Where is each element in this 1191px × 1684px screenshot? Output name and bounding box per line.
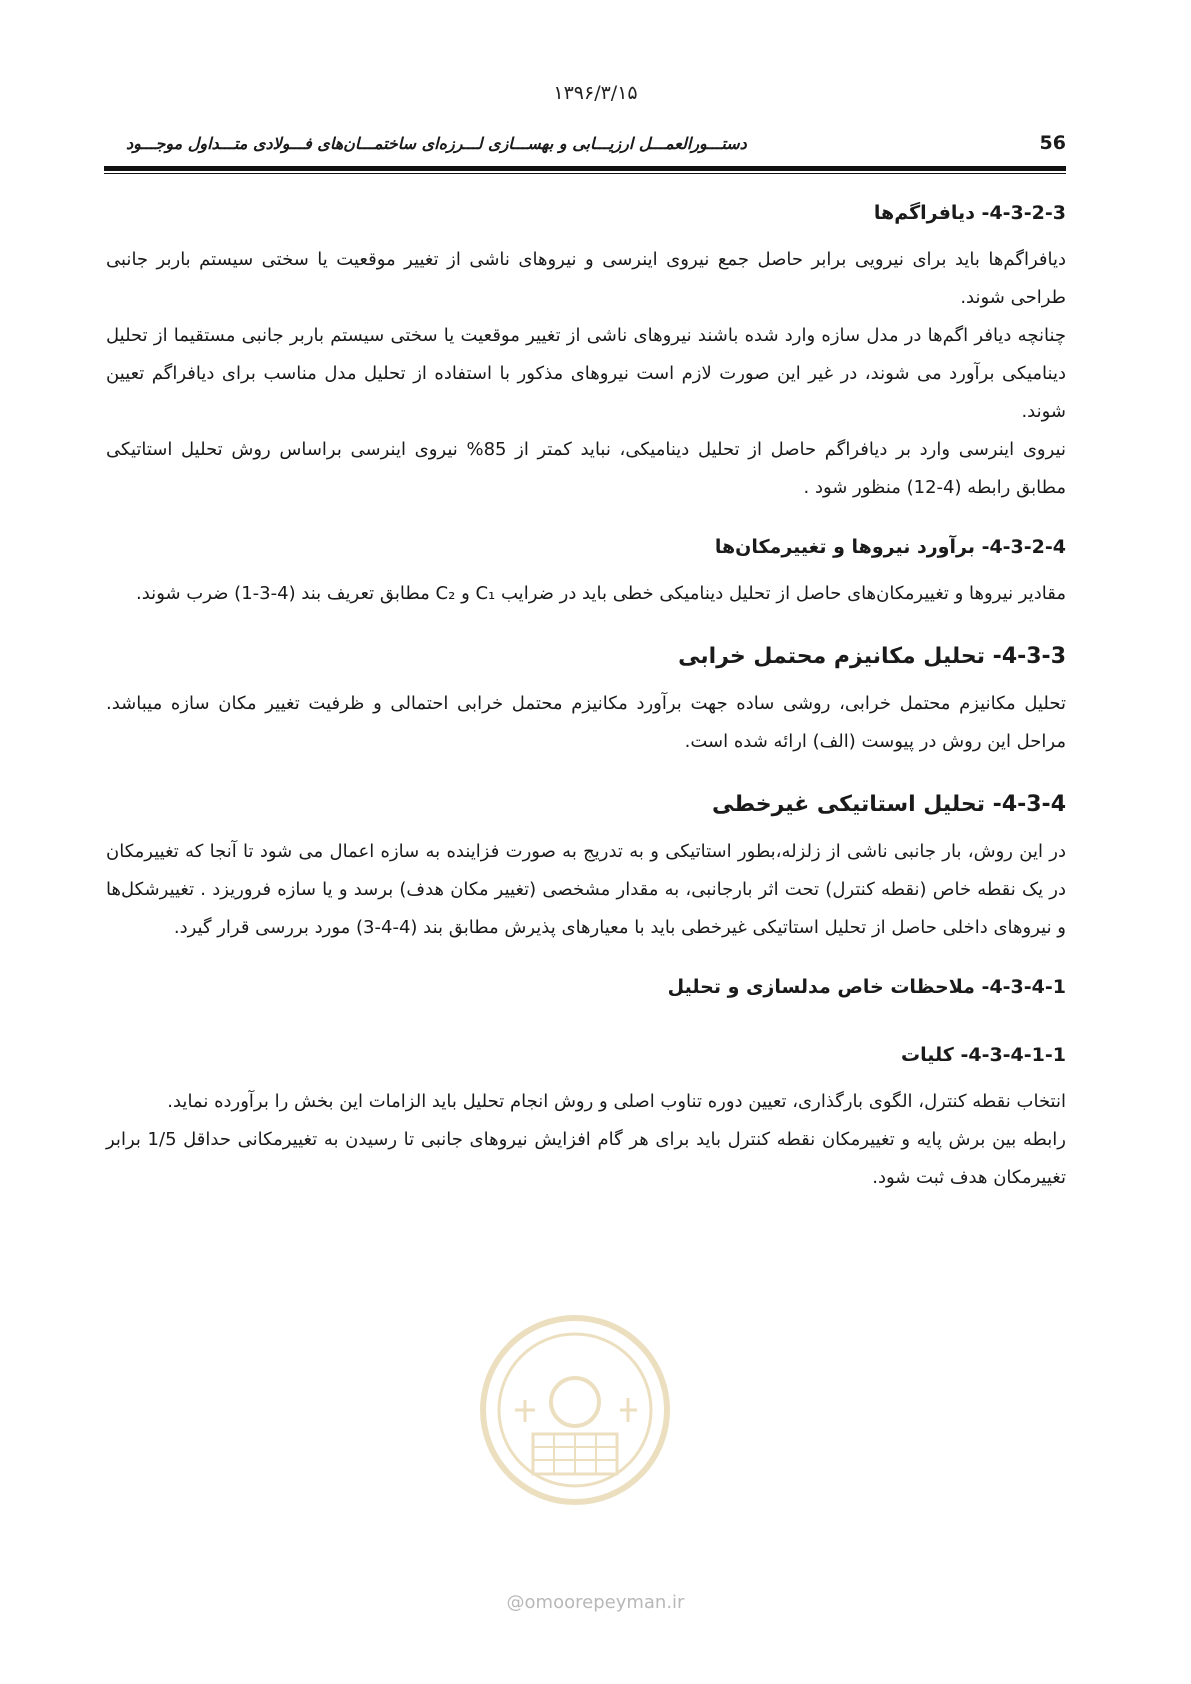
paragraph: دیافراگم‌ها باید برای نیرویی برابر حاصل جمع نیروی اینرسی و نیروهای ناشی از تغییر موقعیت یا سختی سیستم باربر جانبی طراحی شوند. xyxy=(106,249,1066,308)
paragraph: نیروی اینرسی وارد بر دیافراگم حاصل از تحلیل دینامیکی، نباید کمتر از 85% نیروی اینرسی براساس روش تحلیل استاتیکی مطابق رابطه (4-12) منظور شود . xyxy=(106,439,1066,498)
section-heading: 4-3-3- تحلیل مکانیزم محتمل خرابی xyxy=(678,644,1066,669)
seal-watermark-icon xyxy=(475,1310,675,1510)
paragraph: در این روش، بار جانبی ناشی از زلزله،بطور استاتیکی و به تدریج به صورت فزاینده به سازه اعمال می شود تا آنجا که تغییرمکان در یک نقطه خاص (نقطه کنترل) تحت اثر بارجانبی، به مقدار مشخصی (تغییر مکان هدف) برسد و یا سازه فروریزد . تغییرشکل‌ها و نیروهای داخلی حاصل از تحلیل استاتیکی غیرخطی باید با معیارهای پذیرش مطابق بند (4-4-3) مورد بررسی قرار گیرد. xyxy=(106,841,1066,938)
paragraph: انتخاب نقطه کنترل، الگوی بارگذاری، تعیین دوره تناوب اصلی و روش انجام تحلیل باید الزامات این بخش را برآورده نماید. xyxy=(167,1091,1066,1112)
header-rule-thick xyxy=(104,166,1066,171)
paragraph: تحلیل مکانیزم محتمل خرابی، روشی ساده جهت برآورد مکانیزم محتمل خرابی احتمالی و ظرفیت تغییر مکان سازه میباشد. مراحل این روش در پیوست (الف) ارائه شده است. xyxy=(106,693,1066,752)
section-heading: 4-3-2-4- برآورد نیروها و تغییرمکان‌ها xyxy=(714,536,1066,558)
page-body xyxy=(106,185,1066,1197)
paragraph: چنانچه دیافر اگم‌ها در مدل سازه وارد شده باشند نیروهای ناشی از تغییر موقعیت یا سختی سیستم باربر جانبی مستقیما از تحلیل دینامیکی برآورد می شوند، در غیر این صورت لازم است نیروهای مذکور با استفاده از تحلیل مدل مناسب برای دیافراگم تعیین شوند. xyxy=(106,325,1066,422)
section-heading: 4-3-4-1-1- کلیات xyxy=(901,1044,1066,1066)
watermark-site: @omoorepeyman.ir xyxy=(506,1592,685,1613)
header-rule-thin xyxy=(104,173,1066,174)
page-header xyxy=(106,128,1066,168)
section-heading: 4-3-4- تحلیل استاتیکی غیرخطی xyxy=(712,792,1066,817)
section-heading: 4-3-2-3- دیافراگم‌ها xyxy=(873,202,1066,224)
running-title: دستـــورالعمـــل ارزیـــابی و بهســـازی لـــرزه‌ای ساختمـــان‌های فـــولادی متـــداول موجـــود xyxy=(126,134,747,153)
page-number: 56 xyxy=(1039,132,1066,154)
section-heading: 4-3-4-1- ملاحظات خاص مدلسازی و تحلیل xyxy=(667,976,1066,998)
document-date: ۱۳۹۶/۳/۱۵ xyxy=(553,82,638,104)
paragraph: رابطه بین برش پایه و تغییرمکان نقطه کنترل باید برای هر گام افزایش نیروهای جانبی تا رسیدن به تغییرمکانی حداقل 1/5 برابر تغییرمکان هدف ثبت شود. xyxy=(106,1129,1067,1188)
paragraph: مقادیر نیروها و تغییرمکان‌های حاصل از تحلیل دینامیکی خطی باید در ضرایب C₁ و C₂ مطابق تعریف بند (4-3-1) ضرب شوند. xyxy=(136,583,1066,604)
